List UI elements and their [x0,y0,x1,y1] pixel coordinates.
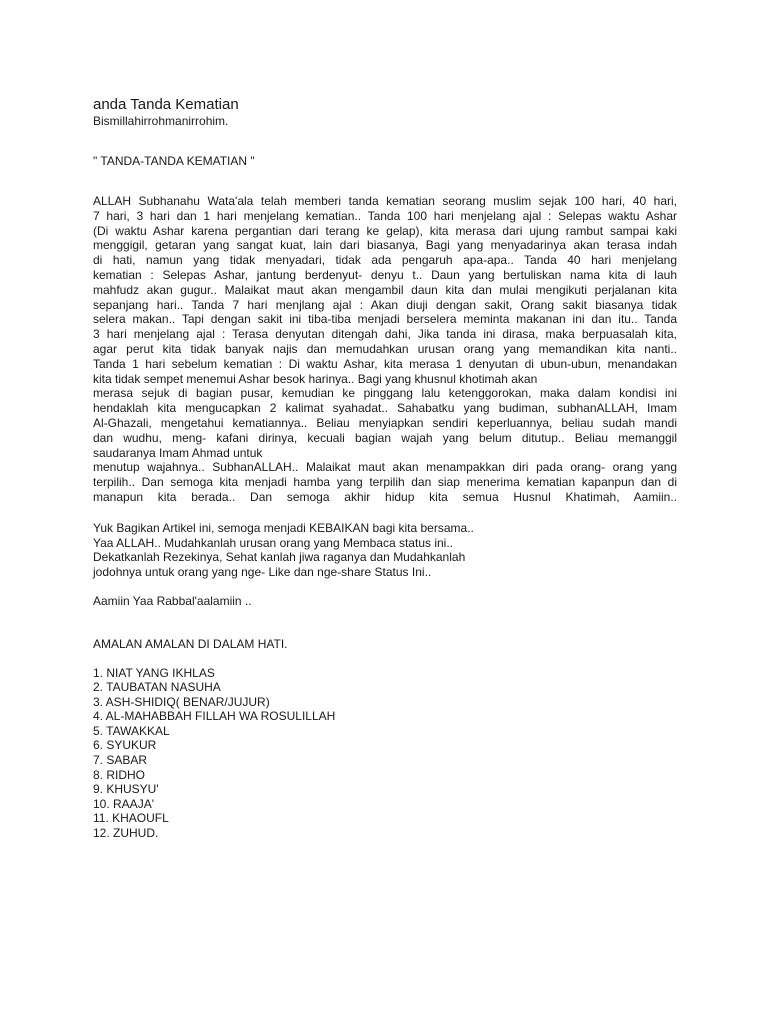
paragraph-line: Tanda 1 hari sebelum kematian : Di waktu Ashar, kita merasa 1 denyutan di ubun-ubun, menandakan [93,356,677,371]
share-paragraph [93,521,677,580]
paragraph-line: saudaranya Imam Ahmad untuk [93,445,263,460]
share-line: Yaa ALLAH.. Mudahkanlah urusan orang yang Membaca status ini.. [93,535,453,550]
list-item: 4. AL-MAHABBAH FILLAH WA ROSULILLAH [93,709,336,724]
paragraph-line: menggigil, getaran yang sangat kuat, lain dari biasanya, Bagi yang menyadarinya akan terasa indah [93,238,677,253]
list-item: 12. ZUHUD. [93,826,159,841]
paragraph-line: kematian : Selepas Ashar, jantung berdenyut- denyu t.. Daun yang bertuliskan nama kita di lauh [93,267,677,282]
paragraph-line: agar perut kita tidak banyak najis dan memudahkan urusan orang yang memandikan kita nanti.. [93,341,677,356]
paragraph-line: ALLAH Subhanahu Wata'ala telah memberi tanda kematian seorang muslim sejak 100 hari, 40 hari, [93,194,677,208]
document-page [93,96,677,841]
share-line: jodohnya untuk orang yang nge- Like dan nge-share Status Ini.. [93,565,432,580]
list-item: 3. ASH-SHIDIQ( BENAR/JUJUR) [93,694,270,709]
list-item: 2. TAUBATAN NASUHA [93,680,221,695]
amalan-list [93,666,677,841]
paragraph-line: mahfudz akan gugur.. Malaikat maut akan mengambil daun kita dan mulai mengikuti perjalanan kita [93,282,677,297]
paragraph-line: 7 hari, 3 hari dan 1 hari menjelang kematian.. Tanda 100 hari menjelang ajal : Selepas waktu Ashar [93,208,677,223]
list-item: 11. KHAOUFL [93,811,169,826]
paragraph-line: Al-Ghazali, mengetahui kematiannya.. Beliau menyiapkan sendiri keperluannya, beliau sudah mandi [93,415,677,430]
list-item: 8. RIDHO [93,767,146,782]
list-item: 1. NIAT YANG IKHLAS [93,665,215,680]
document-title: anda Tanda Kematian [93,96,239,113]
paragraph-line: 3 hari menjelang ajal : Terasa denyutan ditengah dahi, Jika tanda ini dirasa, maka berpuasalah kita, [93,327,677,342]
main-paragraph [93,194,677,505]
list-item: 10. RAAJA' [93,796,154,811]
paragraph-line: kita tidak sempet menemui Ashar besok harinya.. Bagi yang khusnul khotimah akan [93,371,538,386]
paragraph-line: merasa sejuk di bagian pusar, kemudian ke pinggang lalu ketenggorokan, maka dalam kondisi ini [93,386,677,401]
list-item: 9. KHUSYU' [93,782,159,797]
paragraph-line: sepanjang hari.. Tanda 7 hari menjlang ajal : Akan diuji dengan sakit, Orang sakit biasanya tidak [93,297,677,312]
paragraph-line: di hati, namun yang tidak menyadari, tidak ada pengaruh apa-apa.. Tanda 40 hari menjelang [93,253,677,268]
paragraph-line: menutup wajahnya.. SubhanALLAH.. Malaikat maut akan menampakkan diri pada orang- orang yang [93,460,677,475]
share-line: Yuk Bagikan Artikel ini, semoga menjadi KEBAIKAN bagi kita bersama.. [93,520,474,535]
paragraph-line: manapun kita berada.. Dan semoga akhir hidup kita semua Husnul Khatimah, Aamiin.. [93,489,677,504]
list-item: 6. SYUKUR [93,738,157,753]
paragraph-line: terpilih.. Dan semoga kita menjadi hamba yang terpilih dan siap menerima kematian kapanpun dan di [93,475,677,490]
paragraph-line: dan wudhu, meng- kafani dirinya, kecuali bagian wajah yang belum ditutup.. Beliau memanggil [93,430,677,445]
document-subtitle: Bismillahirrohmanirrohim. [93,114,229,128]
list-item: 5. TAWAKKAL [93,723,170,738]
list-item: 7. SABAR [93,753,148,768]
paragraph-line: selera makan.. Tapi dengan sakit ini tiba-tiba menjadi berselera meminta makanan ini dan itu.. Tanda [93,312,677,327]
section-heading: " TANDA-TANDA KEMATIAN " [93,154,255,168]
amalan-heading: AMALAN AMALAN DI DALAM HATI. [93,636,288,651]
share-line: Dekatkanlah Rezekinya, Sehat kanlah jiwa raganya dan Mudahkanlah [93,550,466,565]
paragraph-line: (Di waktu Ashar karena pergantian dari terang ke gelap), kita merasa dari ujung rambut sampai kaki [93,223,677,238]
paragraph-line: hendaklah kita mengucapkan 2 kalimat syahadat.. Sahabatku yang budiman, subhanALLAH, Imam [93,401,677,416]
closing-prayer: Aamiin Yaa Rabbal'aalamiin .. [93,593,252,608]
